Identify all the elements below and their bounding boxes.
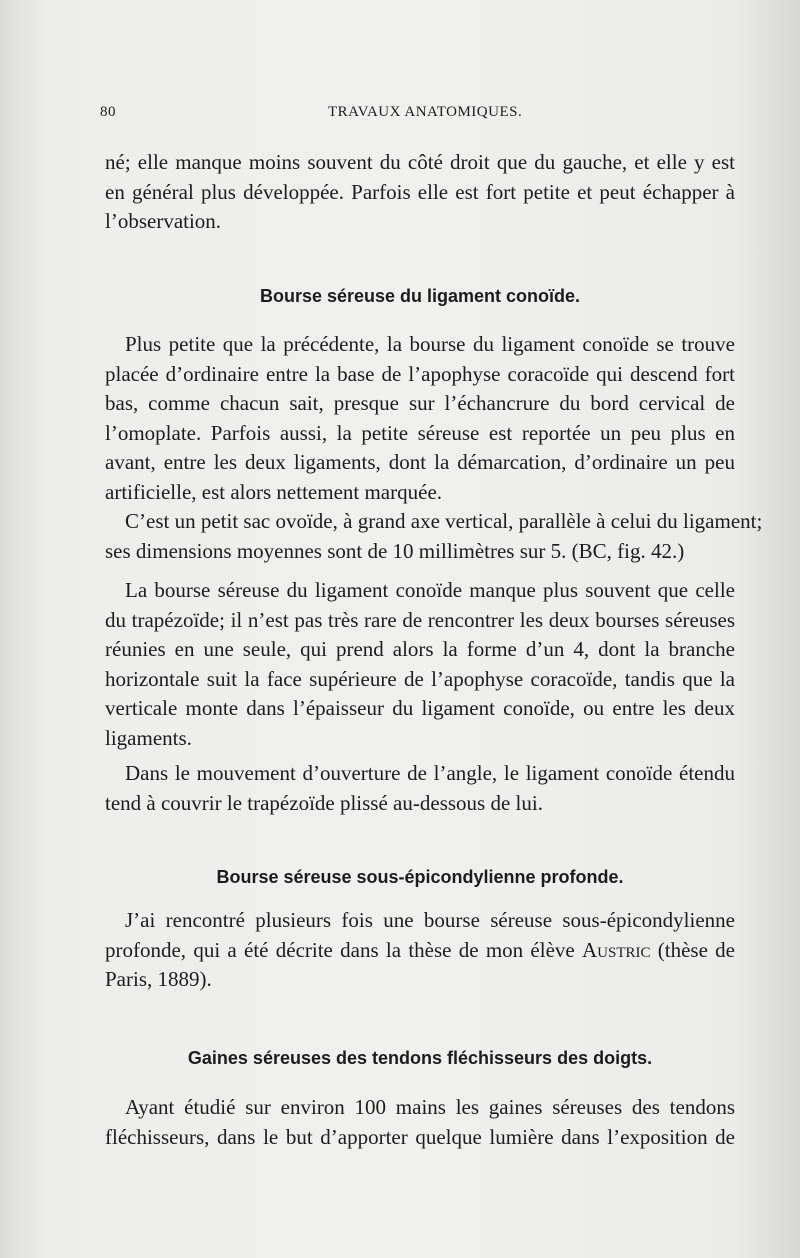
text-line: placée d’ordinaire entre la base de l’apophyse coracoïde qui descend fort: [105, 361, 735, 386]
text-line: ses dimensions moyennes sont de 10 millimètres sur 5. (BC, fig. 42.): [105, 538, 685, 563]
text-line: horizontale suit la face supérieure de l’apophyse coracoïde, tandis que la: [105, 666, 735, 691]
paragraph-7: [105, 1093, 735, 1152]
section-heading-conoide: Bourse séreuse du ligament conoïde.: [259, 286, 581, 306]
text-line: Ayant étudié sur environ 100 mains les gaines séreuses des tendons: [125, 1095, 735, 1119]
text-line: fléchisseurs, dans le but d’apporter quelque lumière dans l’exposition de: [105, 1124, 735, 1149]
text-line: tend à couvrir le trapézoïde plissé au-dessous de lui.: [105, 790, 543, 815]
text-line: du trapézoïde; il n’est pas très rare de rencontrer les deux bourses séreuses: [105, 607, 735, 632]
text-line: ligaments.: [105, 725, 192, 750]
author-name: Austric: [581, 937, 651, 962]
text-line: Paris, 1889).: [105, 967, 212, 991]
page-header: [100, 104, 740, 128]
text-line: artificielle, est alors nettement marquée.: [105, 479, 443, 504]
paragraph-1: [105, 148, 735, 237]
paragraph-5: [105, 759, 735, 818]
paragraph-6: [105, 906, 735, 995]
paragraph-2: [105, 330, 735, 507]
text-line: avant, entre les deux ligaments, dont la démarcation, d’ordinaire un peu: [105, 450, 735, 474]
text-segment: (thèse de: [650, 937, 735, 962]
text-line: La bourse séreuse du ligament conoïde manque plus souvent que celle: [125, 578, 735, 602]
section-heading-sous-epicondylienne: Bourse séreuse sous-épicondylienne profonde.: [216, 867, 624, 887]
text-line: en général plus développée. Parfois elle est fort petite et peut échapper à: [105, 179, 735, 204]
text-line: l’observation.: [105, 209, 222, 233]
text-line: né; elle manque moins souvent du côté droit que du gauche, et elle y est: [105, 150, 735, 174]
text-line: réunies en une seule, qui prend alors la forme d’un 4, dont la branche: [105, 637, 735, 661]
text-line: J’ai rencontré plusieurs fois une bourse séreuse sous-épicondylienne: [125, 908, 735, 932]
text-segment: profonde, qui a été décrite dans la thèse de mon élève: [105, 937, 582, 962]
text-line: l’omoplate. Parfois aussi, la petite séreuse est reportée un peu plus en: [105, 420, 735, 445]
text-line: bas, comme chacun sait, presque sur l’échancrure du bord cervical de: [105, 391, 735, 415]
page-number: 80: [100, 104, 116, 120]
running-title: TRAVAUX ANATOMIQUES.: [328, 104, 523, 120]
paragraph-4: [105, 576, 735, 753]
text-line: verticale monte dans l’épaisseur du ligament conoïde, ou entre les deux: [105, 696, 735, 720]
text-line: C’est un petit sac ovoïde, à grand axe vertical, parallèle à celui du ligament;: [125, 509, 763, 533]
text-line: [105, 936, 735, 966]
text-line: Plus petite que la précédente, la bourse du ligament conoïde se trouve: [125, 332, 735, 356]
section-heading-gaines-flechisseurs: Gaines séreuses des tendons fléchisseurs des doigts.: [187, 1048, 653, 1068]
paragraph-3: [105, 507, 763, 566]
text-line: Dans le mouvement d’ouverture de l’angle, le ligament conoïde étendu: [125, 761, 735, 785]
